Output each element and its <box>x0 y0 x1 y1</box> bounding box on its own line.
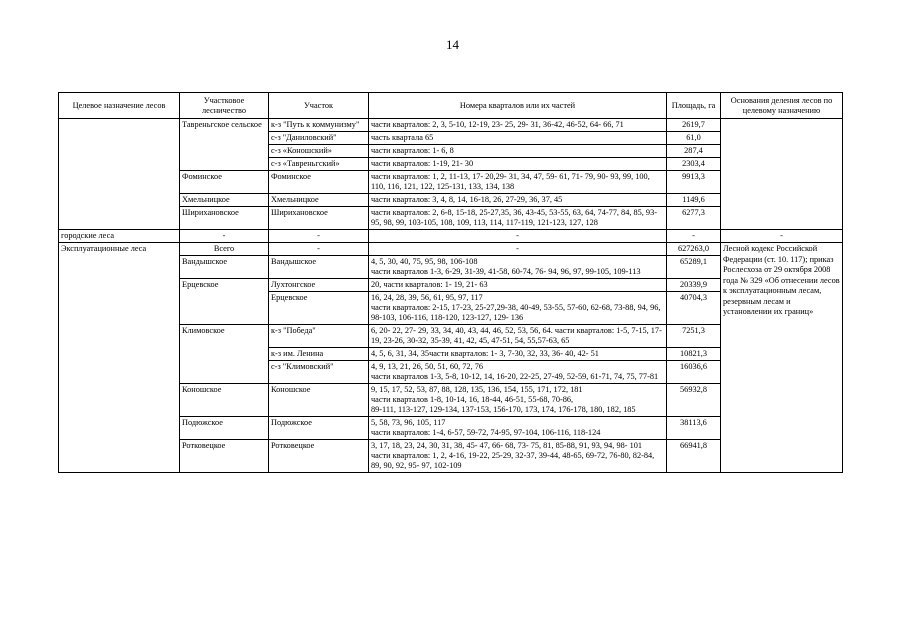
district-cell: Подюжское <box>180 417 269 440</box>
section-cell: Ерцевское <box>269 292 369 325</box>
district-cell: Тавреньгское сельское <box>180 119 269 171</box>
district-cell: Ерцевское <box>180 279 269 325</box>
area-cell: 38113,6 <box>667 417 721 440</box>
quarters-cell: части кварталов: 2, 6-8, 15-18, 25-27,35, 36, 43-45, 53-55, 63, 64, 74-77, 84, 85, 93- 95, 98, 99, 103-105, 108, 109, 113, 114, 117-119, 121-123, 127, 128 <box>369 207 667 230</box>
quarters-line: 4, 9, 13, 21, 26, 50, 51, 60, 72, 76 <box>371 362 484 371</box>
header-purpose: Целевое назначение лесов <box>59 93 180 119</box>
basis-cell-empty <box>721 119 843 230</box>
area-cell: 1149,6 <box>667 194 721 207</box>
header-district: Участковое лесничество <box>180 93 269 119</box>
quarters-cell: части кварталов: 2, 3, 5-10, 12-19, 23- 25, 29- 31, 36-42, 46-52, 64- 66, 71 <box>369 119 667 132</box>
section-cell: Вандышское <box>269 256 369 279</box>
area-cell: 61,0 <box>667 132 721 145</box>
quarters-line: части кварталов: 1, 2, 4-16, 19-22, 25-29, 32-37, 39-44, 48-65, 69-72, 76-80, 82-84, 89, 90, 92, 95- 97, 102-109 <box>371 451 655 470</box>
header-basis: Основания деления лесов по целевому назначению <box>721 93 843 119</box>
area-cell: 2619,7 <box>667 119 721 132</box>
quarters-line: 89-111, 113-127, 129-134, 137-153, 156-170, 173, 174, 176-178, 180, 182, 185 <box>371 405 636 414</box>
district-cell: Фоминское <box>180 171 269 194</box>
section-cell: Ротковецкое <box>269 440 369 473</box>
district-cell: Всего <box>180 243 269 256</box>
basis-cell: Лесной кодекс Российской Федерации (ст. 10. 117); приказ Рослесхоза от 29 октября 2008 года № 329 «Об отнесении лесов к эксплуатационным лесам, резервным лесам и установлении их границ» <box>721 243 843 473</box>
quarters-cell: 6, 20- 22, 27- 29, 33, 34, 40, 43, 44, 46, 52, 53, 56, 64. части кварталов: 1-5, 7-15, 17-19, 23-26, 30-32, 35-39, 41, 42, 45, 47-51, 54, 55,57-63, 65 <box>369 325 667 348</box>
area-cell: 40704,3 <box>667 292 721 325</box>
quarters-cell: часть квартала 65 <box>369 132 667 145</box>
quarters-cell: части кварталов: 1-19, 21- 30 <box>369 158 667 171</box>
table-header-row <box>59 93 843 119</box>
quarters-cell: - <box>369 230 667 243</box>
quarters-line: части кварталов: 1-4, 6-57, 59-72, 74-95, 97-104, 106-116, 118-124 <box>371 428 601 437</box>
district-cell: Вандышское <box>180 256 269 279</box>
purpose-cell: городские леса <box>59 230 180 243</box>
district-cell: Ротковецкое <box>180 440 269 473</box>
area-cell: 287,4 <box>667 145 721 158</box>
quarters-line: части кварталов 1-3, 5-8, 10-12, 14, 16-20, 22-25, 27-49, 52-59, 61-71, 74, 75, 77-81 <box>371 372 659 381</box>
section-cell: Ширихановское <box>269 207 369 230</box>
district-cell: Климовское <box>180 325 269 384</box>
district-cell: Хмельницкое <box>180 194 269 207</box>
quarters-cell: части кварталов: 1, 2, 11-13, 17- 20,29- 31, 34, 47, 59- 61, 71- 79, 90- 93, 99, 100, 110, 116, 121, 122, 125-131, 133, 134, 138 <box>369 171 667 194</box>
forest-purpose-table <box>58 92 843 473</box>
quarters-line: 16, 24, 28, 39, 56, 61, 95, 97, 117 <box>371 293 483 302</box>
district-cell: Ширихановское <box>180 207 269 230</box>
quarters-cell <box>369 384 667 417</box>
quarters-line: 3, 17, 18, 23, 24, 30, 31, 38, 45- 47, 66- 68, 73- 75, 81, 85-88, 91, 93, 94, 98- 101 <box>371 441 643 450</box>
quarters-cell: 20, части кварталов: 1- 19, 21- 63 <box>369 279 667 292</box>
table-row <box>59 243 843 256</box>
quarters-cell <box>369 440 667 473</box>
quarters-line: части кварталов 1-3, 6-29, 31-39, 41-58, 60-74, 76- 94, 96, 97, 99-105, 109-113 <box>371 267 641 276</box>
area-cell: 6277,3 <box>667 207 721 230</box>
section-cell: к-з "Путь к коммунизму" <box>269 119 369 132</box>
quarters-line: 9, 15, 17, 52, 53, 87, 88, 128, 135, 136, 154, 155, 171, 172, 181 <box>371 385 583 394</box>
section-cell: с-з "Климовский" <box>269 361 369 384</box>
section-cell: к-з "Победа" <box>269 325 369 348</box>
quarters-cell <box>369 292 667 325</box>
area-cell: - <box>667 230 721 243</box>
section-cell: Лухтонгское <box>269 279 369 292</box>
section-cell: Подюжское <box>269 417 369 440</box>
section-cell: с-з «Коношский» <box>269 145 369 158</box>
section-cell: с-з "Даниловский" <box>269 132 369 145</box>
quarters-cell: части кварталов: 1- 6, 8 <box>369 145 667 158</box>
quarters-line: 5, 58, 73, 96, 105, 117 <box>371 418 446 427</box>
quarters-line: части кварталов 1-8, 10-14, 16, 18-44, 46-51, 55-68, 70-86, <box>371 395 574 404</box>
section-cell: к-з им. Ленина <box>269 348 369 361</box>
header-quarters: Номера кварталов или их частей <box>369 93 667 119</box>
area-cell: 9913,3 <box>667 171 721 194</box>
area-cell: 20339,9 <box>667 279 721 292</box>
area-cell: 65289,1 <box>667 256 721 279</box>
page-number: 14 <box>446 37 459 52</box>
area-cell: 66941,8 <box>667 440 721 473</box>
header-section: Участок <box>269 93 369 119</box>
quarters-line: 4, 5, 30, 40, 75, 95, 98, 106-108 <box>371 257 478 266</box>
quarters-cell <box>369 361 667 384</box>
section-cell: Коношское <box>269 384 369 417</box>
quarters-cell: 4, 5, 6, 31, 34, 35части кварталов: 1- 3, 7-30, 32, 33, 36- 40, 42- 51 <box>369 348 667 361</box>
quarters-cell <box>369 417 667 440</box>
section-cell: с-з «Тавреньгский» <box>269 158 369 171</box>
area-cell: 7251,3 <box>667 325 721 348</box>
area-cell: 2303,4 <box>667 158 721 171</box>
table-row <box>59 230 843 243</box>
area-cell: 10821,3 <box>667 348 721 361</box>
district-cell: Коношское <box>180 384 269 417</box>
section-cell: Фоминское <box>269 171 369 194</box>
area-cell: 627263,0 <box>667 243 721 256</box>
area-cell: 16036,6 <box>667 361 721 384</box>
section-cell: - <box>269 230 369 243</box>
quarters-line: части кварталов: 2-15, 17-23, 25-27,29-38, 40-49, 53-55, 57-60, 62-68, 73-88, 94, 96, 98-103, 106-116, 118-120, 123-127, 129- 136 <box>371 303 661 322</box>
header-area: Площадь, га <box>667 93 721 119</box>
quarters-cell: части кварталов: 3, 4, 8, 14, 16-18, 26, 27-29, 36, 37, 45 <box>369 194 667 207</box>
section-cell: - <box>269 243 369 256</box>
quarters-cell <box>369 256 667 279</box>
section-cell: Хмельницкое <box>269 194 369 207</box>
table-row <box>59 119 843 132</box>
purpose-cell-empty <box>59 119 180 230</box>
district-cell: - <box>180 230 269 243</box>
purpose-cell: Эксплуатационные леса <box>59 243 180 473</box>
area-cell: 56932,8 <box>667 384 721 417</box>
basis-cell: - <box>721 230 843 243</box>
quarters-cell: - <box>369 243 667 256</box>
